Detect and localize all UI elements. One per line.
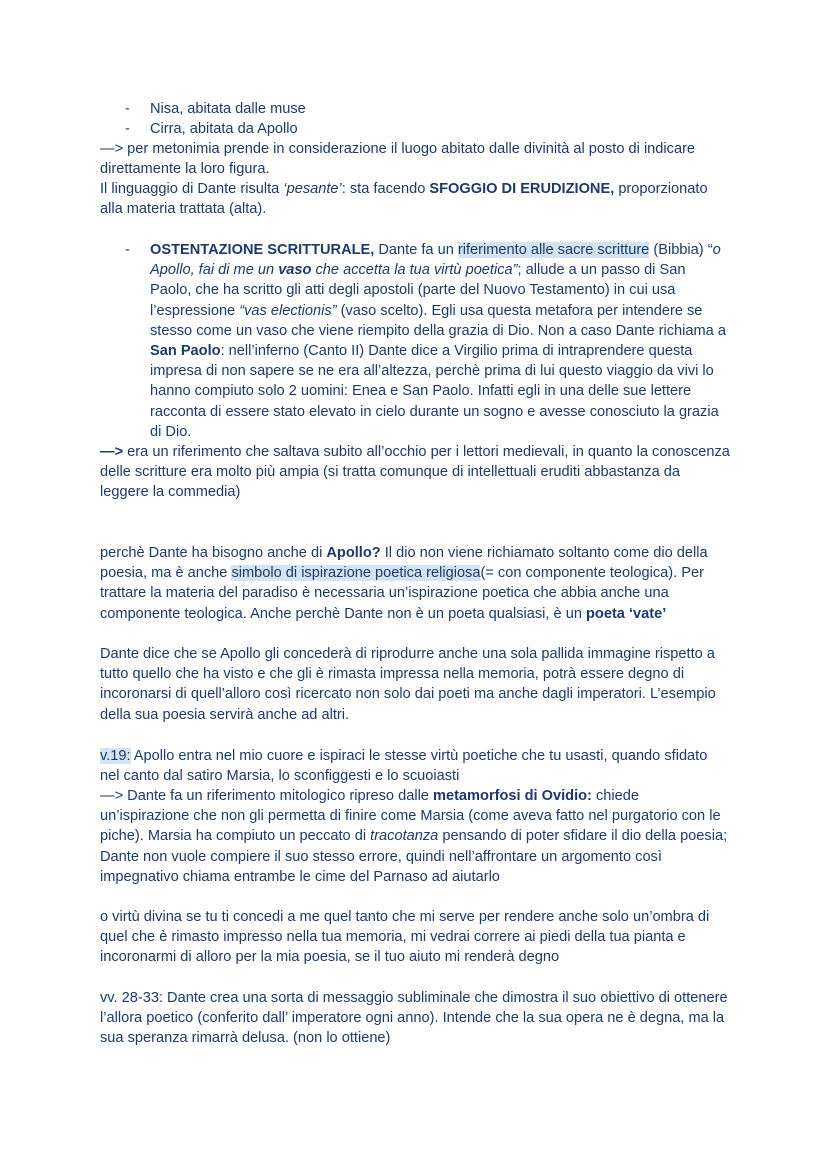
highlight: v.19: <box>100 748 131 764</box>
list-item: - Cirra, abitata da Apollo <box>100 119 730 139</box>
paragraph-vv28-33: vv. 28-33: Dante crea una sorta di messaggio subliminale che dimostra il suo obiettivo di ottenere l’allora poetico (conferito dall’ imperatore ogni anno). Intende che la sua opera ne è degna, ma la sua speranza rimarrà delusa. (non lo ottiene) <box>100 990 728 1047</box>
list-item: - Nisa, abitata dalle muse <box>100 99 730 119</box>
highlight: riferimento alle sacre scritture <box>457 242 650 258</box>
bullet-dash: - <box>125 101 130 117</box>
bullet-dash: - <box>125 121 130 138</box>
highlight: simbolo di ispirazione poetica religiosa <box>231 565 481 582</box>
list-muse-apollo <box>100 99 730 139</box>
paragraph-alloro: Dante dice che se Apollo gli concederà di riprodurre anche una sola pallida immagine rispetto a tutto quello che ha visto e che gli è rimasta impressa nella memoria, potrà essere degno di incoronarsi di quell’alloro così ricercato non solo dai poeti ma anche dagli imperatori. L’esempio della sua poesia servirà anche ad altri. <box>100 646 716 723</box>
paragraph-virtu-divina: o virtù divina se tu ti concedi a me quel tanto che mi serve per rendere anche solo un’ombra di quel che è rimasto impresso nella tua memoria, mi vedrai correre ai piedi della tua pianta e incoronarmi di alloro per la mia poesia, se il tuo aiuto mi renderà degno <box>100 909 710 966</box>
paragraph-linguaggio: Il linguaggio di Dante risulta ‘pesante’: sta facendo SFOGGIO DI ERUDIZIONE, proporzionato alla materia trattata (alta). <box>100 181 708 218</box>
paragraph-metonimia: —> per metonimia prende in considerazione il luogo abitato dalle divinità al posto di indicare direttamente la loro figura. <box>100 141 696 178</box>
bullet-dash: - <box>125 242 130 258</box>
paragraph-riferimento: —> era un riferimento che saltava subito all’occhio per i lettori medievali, in quanto la conoscenza delle scritture era molto più ampia (si tratta comunque di intellettuali eruditi abbastanza da leggere la commedia) <box>100 444 730 501</box>
paragraph-ovidio: —> Dante fa un riferimento mitologico ripreso dalle metamorfosi di Ovidio: chiede un’ispirazione che non gli permetta di finire come Marsia (come aveva fatto nel purgatorio con le piche). Marsia ha compiuto un peccato di tracotanza pensando di poter sfidare il dio della poesia; Dante non vuole compiere il suo stesso errore, quindi nell’affrontare un argomento così impegnativo chiama entrambe le cime del Parnaso ad aiutarlo <box>100 788 728 885</box>
paragraph-apollo: perchè Dante ha bisogno anche di Apollo? Il dio non viene richiamato soltanto come dio della poesia, ma è anche simbolo di ispirazione poetica religiosa(= con componente teologica). Per trattare la materia del paradiso è necessaria un’ispirazione poetica che abbia anche una componente teologica. Anche perchè Dante non è un poeta qualsiasi, è un poeta ‘vate’ <box>100 545 708 622</box>
paragraph-v19: v.19: Apollo entra nel mio cuore e ispiraci le stesse virtù poetiche che tu usasti, quando sfidato nel canto dal satiro Marsia, lo sconfiggesti e lo scuoiasti <box>100 748 708 785</box>
ostentazione-scritturale-item: - OSTENTAZIONE SCRITTURALE, Dante fa un riferimento alle sacre scritture (Bibbia) “o Apollo, fai di me un vaso che accetta la tua virtù poetica”; allude a un passo di San Paolo, che ha scritto gli atti degli apostoli (parte del Nuovo Testamento) in cui usa l’espressione “vas electionis” (vaso scelto). Egli usa questa metafora per intendere se stesso come un vaso che viene riempito della grazia di Dio. Non a caso Dante richiama a San Paolo: nell’inferno (Canto II) Dante dice a Virgilio prima di intraprendere questa impresa di non sapere se ne era all’altezza, perchè prima di lui questo viaggio da vivi lo hanno compiuto solo 2 uomini: Enea e San Paolo. Infatti egli in una delle sue lettere racconta di essere stato elevato in cielo durante un sogno e avesse conosciuto la grazia di Dio. <box>125 242 726 440</box>
